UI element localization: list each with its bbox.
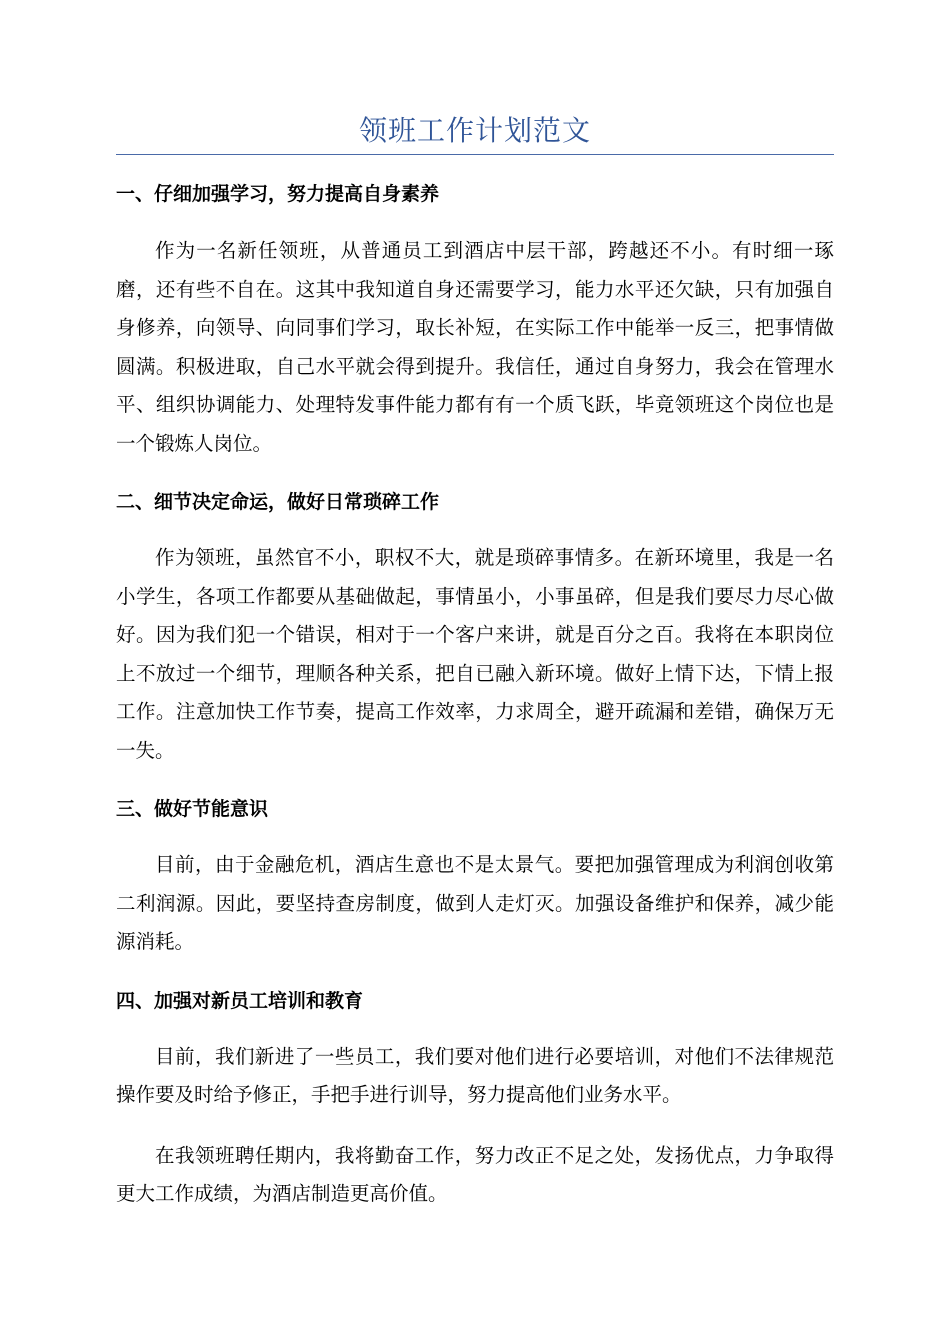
section-heading-3: 三、做好节能意识 (116, 798, 269, 820)
section-4-paragraph: 目前，我们新进了一些员工，我们要对他们进行必要培训，对他们不法律规范操作要及时给予修正，手把手进行训导，努力提高他们业务水平。 (116, 1044, 834, 1106)
section-heading-4: 四、加强对新员工培训和教育 (116, 989, 364, 1012)
document-title: 领班工作计划范文 (358, 114, 591, 147)
title-underline (116, 154, 834, 155)
closing-paragraph: 在我领班聘任期内，我将勤奋工作，努力改正不足之处，发扬优点，力争取得更大工作成绩，为酒店制造更高价值。 (116, 1143, 834, 1205)
section-2-paragraph: 作为领班，虽然官不小，职权不大，就是琐碎事情多。在新环境里，我是一名小学生，各项工作都要从基础做起，事情虽小，小事虽碎，但是我们要尽力尽心做好。因为我们犯一个错误，相对于一个客户来讲，就是百分之百。我将在本职岗位上不放过一个细节，理顺各种关系，把自已融入新环境。做好上情下达，下情上报工作。注意加快工作节奏，提高工作效率，力求周全，避开疏漏和差错，确保万无一失。 (116, 546, 834, 762)
section-1-paragraph: 作为一名新任领班，从普通员工到酒店中层干部，跨越还不小。有时细一琢磨，还有些不自在。这其中我知道自身还需要学习，能力水平还欠缺，只有加强自身修养，向领导、向同事们学习，取长补短，在实际工作中能举一反三，把事情做圆满。积极进取，自己水平就会得到提升。我信任，通过自身努力，我会在管理水平、组织协调能力、处理特发事件能力都有有一个质飞跃，毕竟领班这个岗位也是一个锻炼人岗位。 (116, 239, 834, 455)
section-3-paragraph: 目前，由于金融危机，酒店生意也不是太景气。要把加强管理成为利润创收第二利润源。因此，要坚持查房制度，做到人走灯灭。加强设备维护和保养，减少能源消耗。 (116, 853, 834, 953)
document-page (116, 0, 834, 1214)
section-heading-2: 二、细节决定命运，做好日常琐碎工作 (116, 491, 440, 513)
section-heading-1: 一、仔细加强学习，努力提高自身素养 (116, 183, 440, 205)
